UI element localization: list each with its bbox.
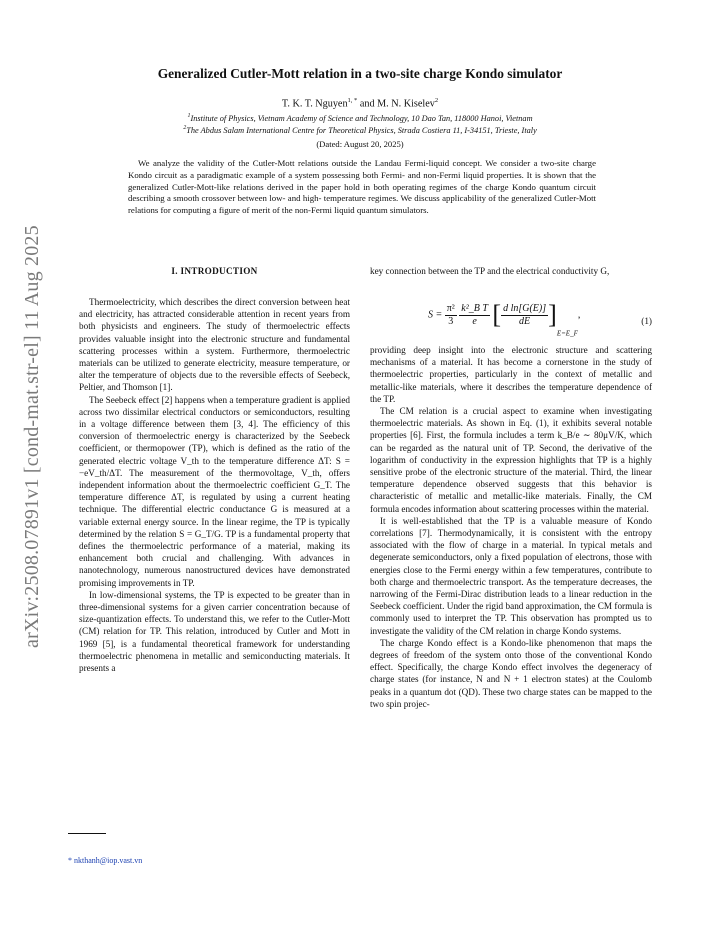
paragraph: Thermoelectricity, which describes the direct conversion between heat and electricity, has attracted considerable attention in recent years from both physicists and engineers. The study of thermoelectric effects provides valuable insight into the electronic structure and fundamental scattering processes within a system. Furthermore, thermoelectric materials can be utilized to generate electricity, measure temperature, or alter the temperature of objects due to the reversible effects of Seebeck, Peltier, and Thomson [1]. [79,297,350,393]
paragraph: The charge Kondo effect is a Kondo-like phenomenon that maps the degrees of freedom of the system onto those of the conventional Kondo effect. Specifically, the charge Kondo effect involves the degeneracy of charge states (for instance, N and N + 1 electron states) at the Coulomb peaks in a quantum dot (QD). These two charge states can be mapped to the two spin projec- [370,637,652,709]
section-heading: I. INTRODUCTION [171,266,258,276]
paragraph: In low-dimensional systems, the TP is expected to be greater than in three-dimensional systems for a given carrier concentration because of size-quantization effects. To understand this, we refer to the Cutler-Mott (CM) relation for TP. This relation, introduced by Cutler and Mott in 1969 [5], is a fundamental theoretical framework for understanding thermoelectric phenomena in metallic and semiconducting materials. It presents a [79,589,350,674]
affiliation-2: $^2$The Abdus Salam International Centre for Theoretical Physics, Strada Costiera 11, I-34151, Trieste, Italy [183,125,537,135]
dated-line: (Dated: August 20, 2025) [316,139,404,149]
paragraph: The Seebeck effect [2] happens when a temperature gradient is applied across two dissimilar electrical conductors or semiconductors, resulting in a voltage difference between them [3, 4]. The efficiency of this conversion of thermoelectric energy is characterized by the Seebeck coefficient, or thermopower (TP), which is defined as the ratio of the generated electric voltage V_th to the temperature difference ΔT: S = −eV_th/ΔT. The measurement of the thermovoltage, V_th, offers independent information about the thermoelectric coefficient G_T. The temperature difference ΔT, is regulated by using a current heating technique. The differential electric conductance G is measured at a variable external energy source. In the linear regime, the TP is typically determined by the relation S = G_T/G. TP is a fundamental property that defines the thermoelectric performance of a material, making its enhancement both crucial and challenging. With advances in nanotechnology, numerous nanostructured devices have demonstrated promising improvements in TP. [79,394,350,588]
eq-kb-factor: $\frac{\text{k²\_B T}}{e}$ [461,302,488,327]
abstract-text: We analyze the validity of the Cutler-Mott relations outside the Landau Fermi-liquid concept. We consider a two-site charge Kondo circuit as a paradigmatic example of a system possessing both Fermi- and non-Fermi liquid properties. It is shown that the generalized Cutler-Mott-like relations derived in the paper hold in both operating regimes of the charge Kondo quantum circuit describing a smooth crossover between low- and high- temperature regimes. We discuss applicability of the generalized Cutler-Mott relations for computing a figure of merit of the non-Fermi liquid quantum simulators. [128,158,596,216]
equation-number: (1) [641,316,652,326]
footnote-rule [68,833,106,834]
left-column [79,296,350,674]
author-1: T. K. T. Nguyen [281,98,348,110]
eq-prefactor: $\frac{\text{π²}}{3}$ [446,302,455,327]
paragraph: It is well-established that the TP is a valuable measure of Kondo correlations [7]. Thermodynamically, it is consistent with the entropy associated with the flow of charge in a material. In typical metals and degenerate semiconductors, only a fixed population of electrons, those with energies close to the Fermi energy within a few temperatures, contribute to both charge and thermoelectric transport. As the temperature decreases, the narrowing of the Fermi-Dirac distribution leads to a linear reduction in the Seebeck coefficient. Under the rigid band approximation, the CM formula is commonly used to interpret the TP. This observation has prompted us to investigate the validity of the CM relation in charge Kondo systems. [370,515,652,636]
paragraph: key connection between the TP and the electrical conductivity G, [370,266,610,276]
abstract [128,158,596,217]
right-column-intro [370,265,652,277]
footnote-email[interactable]: * nkthanh@iop.vast.vn [68,856,143,865]
author-2-sup: 2 [434,97,439,104]
arxiv-identifier: arXiv:2508.07891v1 [cond-mat.str-el] 11 Aug 2025 [21,225,43,648]
author-line [0,97,720,109]
paragraph: The CM relation is a crucial aspect to examine when investigating thermoelectric materials. As shown in Eq. (1), it exhibits several notable properties [6]. First, the formula includes a term k_B/e ∼ 80μV/K, which can be regarded as the natural unit of TP. Second, the derivative of the logarithm of conductivity in the expression highlights that TP is a highly sensitive probe of the electronic structure of the material. Third, the linear temperature dependence observed suggests that this behavior is characteristic of metallic and metallic-like materials. Finally, the CM formula encodes information about scattering processes within the material. [370,406,652,514]
author-2: M. N. Kiselev [377,98,435,110]
eq-derivative: $\frac{\text{d ln[G(E)]}}{dE}$ [503,302,547,327]
author-conj: and [357,98,378,110]
right-column [370,344,652,710]
author-1-sup: 1, * [347,97,358,104]
eq-subscript: E=E_F [556,329,578,338]
affiliation-1: $^1$Institute of Physics, Vietnam Academy of Science and Technology, 10 Dao Tan, 118000 Hanoi, Vietnam [187,113,533,123]
paragraph: providing deep insight into the electronic structure and scattering mechanisms of a material. It has become a cornerstone in the study of thermoelectric properties, particularly in the context of metallic and metallic-like materials, where it describes the temperature dependence of the TP. [370,345,652,404]
equation-body: S = $\frac{\text{π²}}{3}$ $\frac{\text{k²\_B T}}{e}$ [ $\frac{\text{d ln[G(E)]}}{dE}$ ]$_{E=E\_F}$, [428,300,581,338]
paper-title: Generalized Cutler-Mott relation in a two-site charge Kondo simulator [157,66,563,81]
